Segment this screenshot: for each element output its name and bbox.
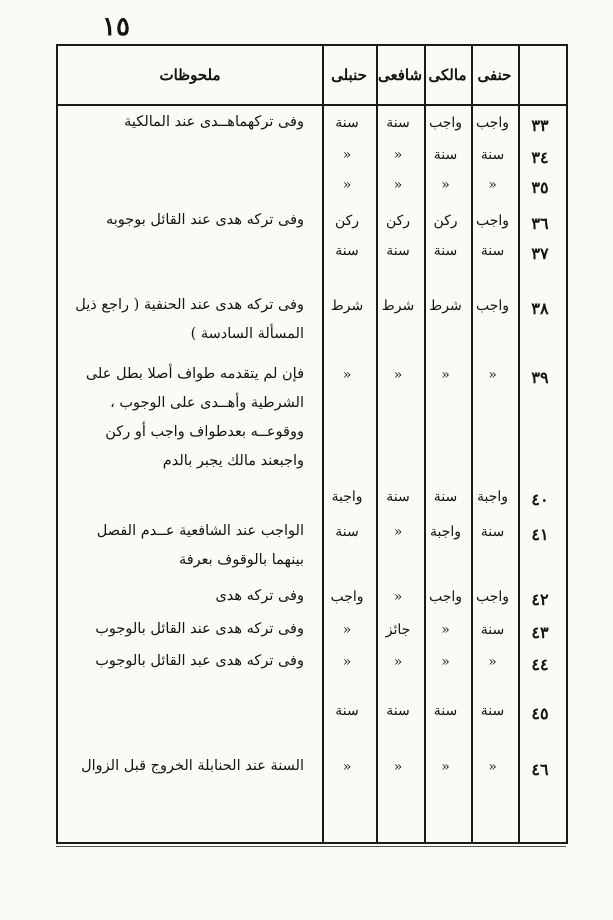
row-number: ٤١ bbox=[531, 525, 549, 544]
cell-hanbali: » bbox=[342, 759, 352, 775]
row-number: ٣٥ bbox=[531, 178, 549, 197]
cell-hanafi: واجب bbox=[475, 115, 510, 131]
cell-maliki: » bbox=[441, 177, 450, 193]
row-note: الواجب عند الشافعية عــدم الفصل بينهما بالوقوف بعرفة bbox=[96, 523, 304, 568]
row-number: ٣٧ bbox=[531, 244, 549, 263]
header-divider bbox=[58, 104, 566, 106]
cell-maliki: واجبة bbox=[429, 524, 462, 540]
cell-shafii: سنة bbox=[386, 115, 410, 131]
cell-maliki: سنة bbox=[433, 703, 458, 719]
cell-maliki: واجب bbox=[428, 589, 463, 605]
col-divider-hanbali bbox=[322, 46, 324, 842]
cell-shafii: » bbox=[393, 147, 403, 163]
header-maliki: مالكى bbox=[428, 66, 467, 84]
cell-hanbali: سنة bbox=[335, 703, 359, 719]
cell-hanbali: » bbox=[342, 147, 352, 163]
row-note: وفى تركه هدى عند القائل بالوجوب bbox=[95, 621, 304, 637]
cell-maliki: سنة bbox=[433, 147, 458, 163]
cell-hanbali: » bbox=[342, 367, 352, 383]
row-number: ٤٥ bbox=[531, 704, 549, 723]
row-number: ٣٤ bbox=[531, 148, 549, 167]
cell-hanafi: » bbox=[488, 177, 497, 193]
cell-hanafi: سنة bbox=[480, 622, 505, 638]
cell-shafii: سنة bbox=[386, 489, 410, 505]
row-note: السنة عند الحنابلة الخروج قبل الزوال bbox=[81, 758, 304, 774]
cell-hanbali: » bbox=[342, 654, 352, 670]
cell-shafii: شرط bbox=[381, 298, 415, 314]
cell-hanbali: شرط bbox=[330, 298, 364, 314]
row-number: ٣٨ bbox=[531, 299, 549, 318]
col-divider-shafii bbox=[376, 46, 378, 842]
cell-hanbali: واجب bbox=[330, 589, 364, 605]
cell-hanafi: سنة bbox=[480, 243, 505, 259]
cell-hanafi: » bbox=[488, 759, 497, 775]
footer-rule bbox=[56, 846, 566, 847]
row-note: فإن لم يتقدمه طواف أصلا بطل على الشرطية وأهــدى على الوجوب ، ووقوعــه بعدطواف واجب أو ركن واجبعند مالك يجبر بالدم bbox=[85, 366, 304, 469]
header-notes: ملحوظات bbox=[159, 66, 221, 84]
cell-maliki: » bbox=[441, 622, 450, 638]
col-divider-maliki bbox=[424, 46, 426, 842]
cell-hanafi: » bbox=[488, 654, 497, 670]
row-note: وفى تركه هدى عند الحنفية ( راجع ذيل المسألة السادسة ) bbox=[75, 297, 304, 342]
cell-shafii: سنة bbox=[386, 243, 410, 259]
header-hanbali: حنبلى bbox=[331, 66, 367, 84]
row-number: ٣٣ bbox=[531, 116, 549, 135]
cell-shafii: » bbox=[393, 524, 403, 540]
cell-maliki: واجب bbox=[428, 115, 463, 131]
row-number: ٤٠ bbox=[531, 490, 549, 509]
cell-shafii: ركن bbox=[385, 213, 411, 229]
cell-hanbali: » bbox=[342, 177, 352, 193]
cell-hanafi: واجب bbox=[475, 298, 510, 314]
row-note: وفى تركه هدى عبد القائل بالوجوب bbox=[95, 653, 304, 669]
cell-shafii: سنة bbox=[386, 703, 410, 719]
row-number: ٤٢ bbox=[531, 590, 549, 609]
cell-maliki: سنة bbox=[433, 243, 458, 259]
cell-hanbali: » bbox=[342, 622, 352, 638]
row-number: ٤٦ bbox=[531, 760, 549, 779]
cell-hanafi: » bbox=[488, 367, 497, 383]
cell-hanafi: واجبة bbox=[476, 489, 509, 505]
cell-shafii: جائز bbox=[385, 622, 411, 638]
cell-maliki: » bbox=[441, 367, 450, 383]
cell-maliki: شرط bbox=[429, 298, 462, 314]
row-number: ٣٦ bbox=[531, 214, 549, 233]
cell-hanafi: سنة bbox=[480, 703, 505, 719]
row-note: وفى تركه هدى عند القائل بوجوبه bbox=[105, 212, 304, 228]
cell-hanafi: سنة bbox=[480, 147, 505, 163]
cell-maliki: ركن bbox=[433, 213, 458, 229]
row-number: ٤٣ bbox=[531, 623, 549, 642]
cell-hanbali: ركن bbox=[334, 213, 360, 229]
cell-hanafi: واجب bbox=[475, 213, 510, 229]
cell-maliki: » bbox=[441, 759, 450, 775]
header-shafii: شافعى bbox=[377, 66, 423, 84]
cell-hanbali: سنة bbox=[335, 115, 359, 131]
cell-maliki: » bbox=[441, 654, 450, 670]
col-divider-hanafi bbox=[471, 46, 473, 842]
cell-shafii: » bbox=[393, 589, 403, 605]
cell-shafii: » bbox=[393, 177, 403, 193]
cell-maliki: سنة bbox=[433, 489, 458, 505]
page-number: ١٥ bbox=[102, 12, 130, 42]
row-number: ٤٤ bbox=[531, 655, 549, 674]
row-note: وفى تركه هدى bbox=[215, 588, 304, 604]
cell-hanafi: سنة bbox=[480, 524, 505, 540]
cell-hanbali: واجبة bbox=[331, 489, 363, 505]
row-note: وفى تركهماهــدى عند المالكية bbox=[124, 114, 304, 130]
row-number: ٣٩ bbox=[531, 368, 549, 387]
cell-hanafi: واجب bbox=[475, 589, 510, 605]
cell-shafii: » bbox=[393, 654, 403, 670]
cell-shafii: » bbox=[393, 367, 403, 383]
header-hanafi: حنفى bbox=[477, 66, 512, 84]
cell-hanbali: سنة bbox=[335, 524, 359, 540]
cell-shafii: » bbox=[393, 759, 403, 775]
cell-hanbali: سنة bbox=[335, 243, 359, 259]
